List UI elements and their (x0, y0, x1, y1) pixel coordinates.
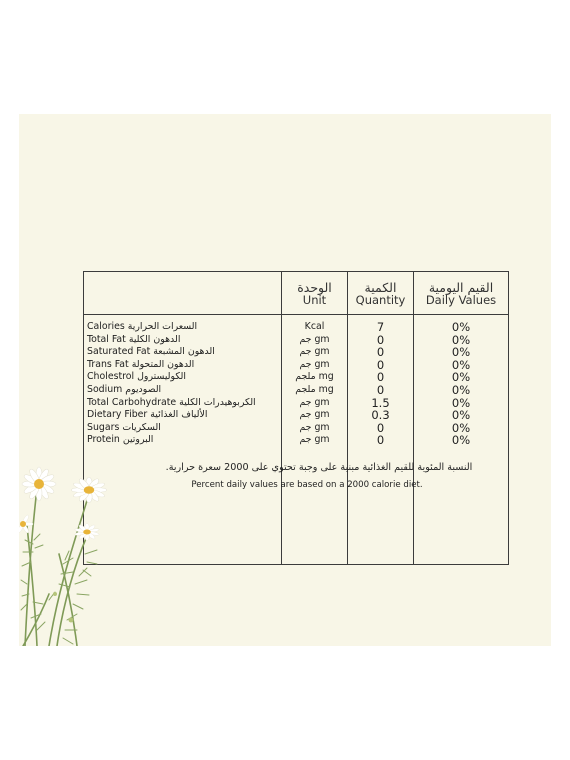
quantity-value: 0 (376, 433, 385, 448)
unit-value: جم gm (299, 346, 330, 358)
unit-value: جم gm (299, 421, 330, 433)
nutrient-name: Total Fat الدهون الكلية (87, 333, 181, 345)
header-unit-en: Unit (302, 293, 327, 307)
header-quantity-ar: الكمية (364, 280, 397, 295)
nutrient-name: Total Carbohydrate الكربوهيدرات الكلية (87, 396, 256, 408)
daily-value: 0% (451, 320, 471, 334)
quantity-value: 0 (376, 345, 385, 360)
nutrient-name: Sodium الصوديوم (87, 383, 162, 395)
header-daily-values (414, 272, 508, 315)
daily-value: 0% (451, 370, 471, 385)
quantity-value: 0 (376, 370, 385, 385)
nutrient-name: Trans Fat الدهون المتحولة (87, 358, 195, 370)
header-unit-ar: الوحدة (297, 280, 332, 295)
daily-value: 0% (451, 420, 471, 435)
footnote-arabic: النسبة المئوية للقيم الغذائية مبنية على وجبة تحتوي على 2000 سعرة حرارية. (165, 462, 473, 473)
header-daily-values-ar: القيم اليومية (428, 280, 494, 295)
unit-value: جم gm (299, 409, 330, 421)
quantity-value: 1.5 (371, 395, 390, 410)
daily-value: 0% (451, 395, 471, 410)
daily-value: 0% (451, 408, 471, 423)
daily-value-column (414, 315, 508, 564)
daily-value: 0% (451, 357, 471, 372)
header-unit (282, 272, 348, 315)
nutrient-name: Sugars السكريات (87, 421, 161, 433)
nutrient-name: Dietary Fiber الألياف الغذائية (87, 409, 208, 421)
nutrient-name: Saturated Fat الدهون المشبعة (87, 346, 215, 358)
unit-value: جم gm (299, 333, 330, 345)
quantity-value: 0 (376, 357, 385, 372)
header-quantity (348, 272, 414, 315)
nutrient-name: Protein البروتين (87, 434, 154, 446)
quantity-value: 7 (376, 320, 385, 334)
quantity-column (348, 315, 414, 564)
nutrient-name: Calories السعرات الحرارية (87, 321, 198, 332)
unit-value: جم gm (299, 434, 330, 446)
unit-column (282, 315, 348, 564)
unit-value: جم gm (299, 396, 330, 408)
unit-value: ملجم mg (295, 371, 334, 383)
unit-value: جم gm (299, 358, 330, 370)
daily-value: 0% (451, 332, 471, 347)
chamomile-flowers-icon (19, 444, 149, 646)
quantity-value: 0 (376, 332, 385, 347)
daily-value: 0% (451, 382, 471, 397)
daily-value: 0% (451, 433, 471, 448)
header-quantity-en: Quantity (355, 293, 406, 307)
nutrition-panel (19, 114, 551, 646)
footnote-english: Percent daily values are based on a 2000 calorie diet. (191, 480, 423, 490)
unit-value: ملجم mg (295, 383, 334, 395)
daily-value: 0% (451, 345, 471, 360)
quantity-value: 0 (376, 382, 385, 397)
quantity-value: 0 (376, 420, 385, 435)
quantity-value: 0.3 (371, 408, 390, 423)
header-nutrient (84, 272, 282, 315)
unit-value: Kcal (304, 321, 325, 332)
header-daily-values-en: Daily Values (425, 293, 497, 307)
nutrient-name: Cholestrol الكوليسترول (87, 371, 186, 383)
